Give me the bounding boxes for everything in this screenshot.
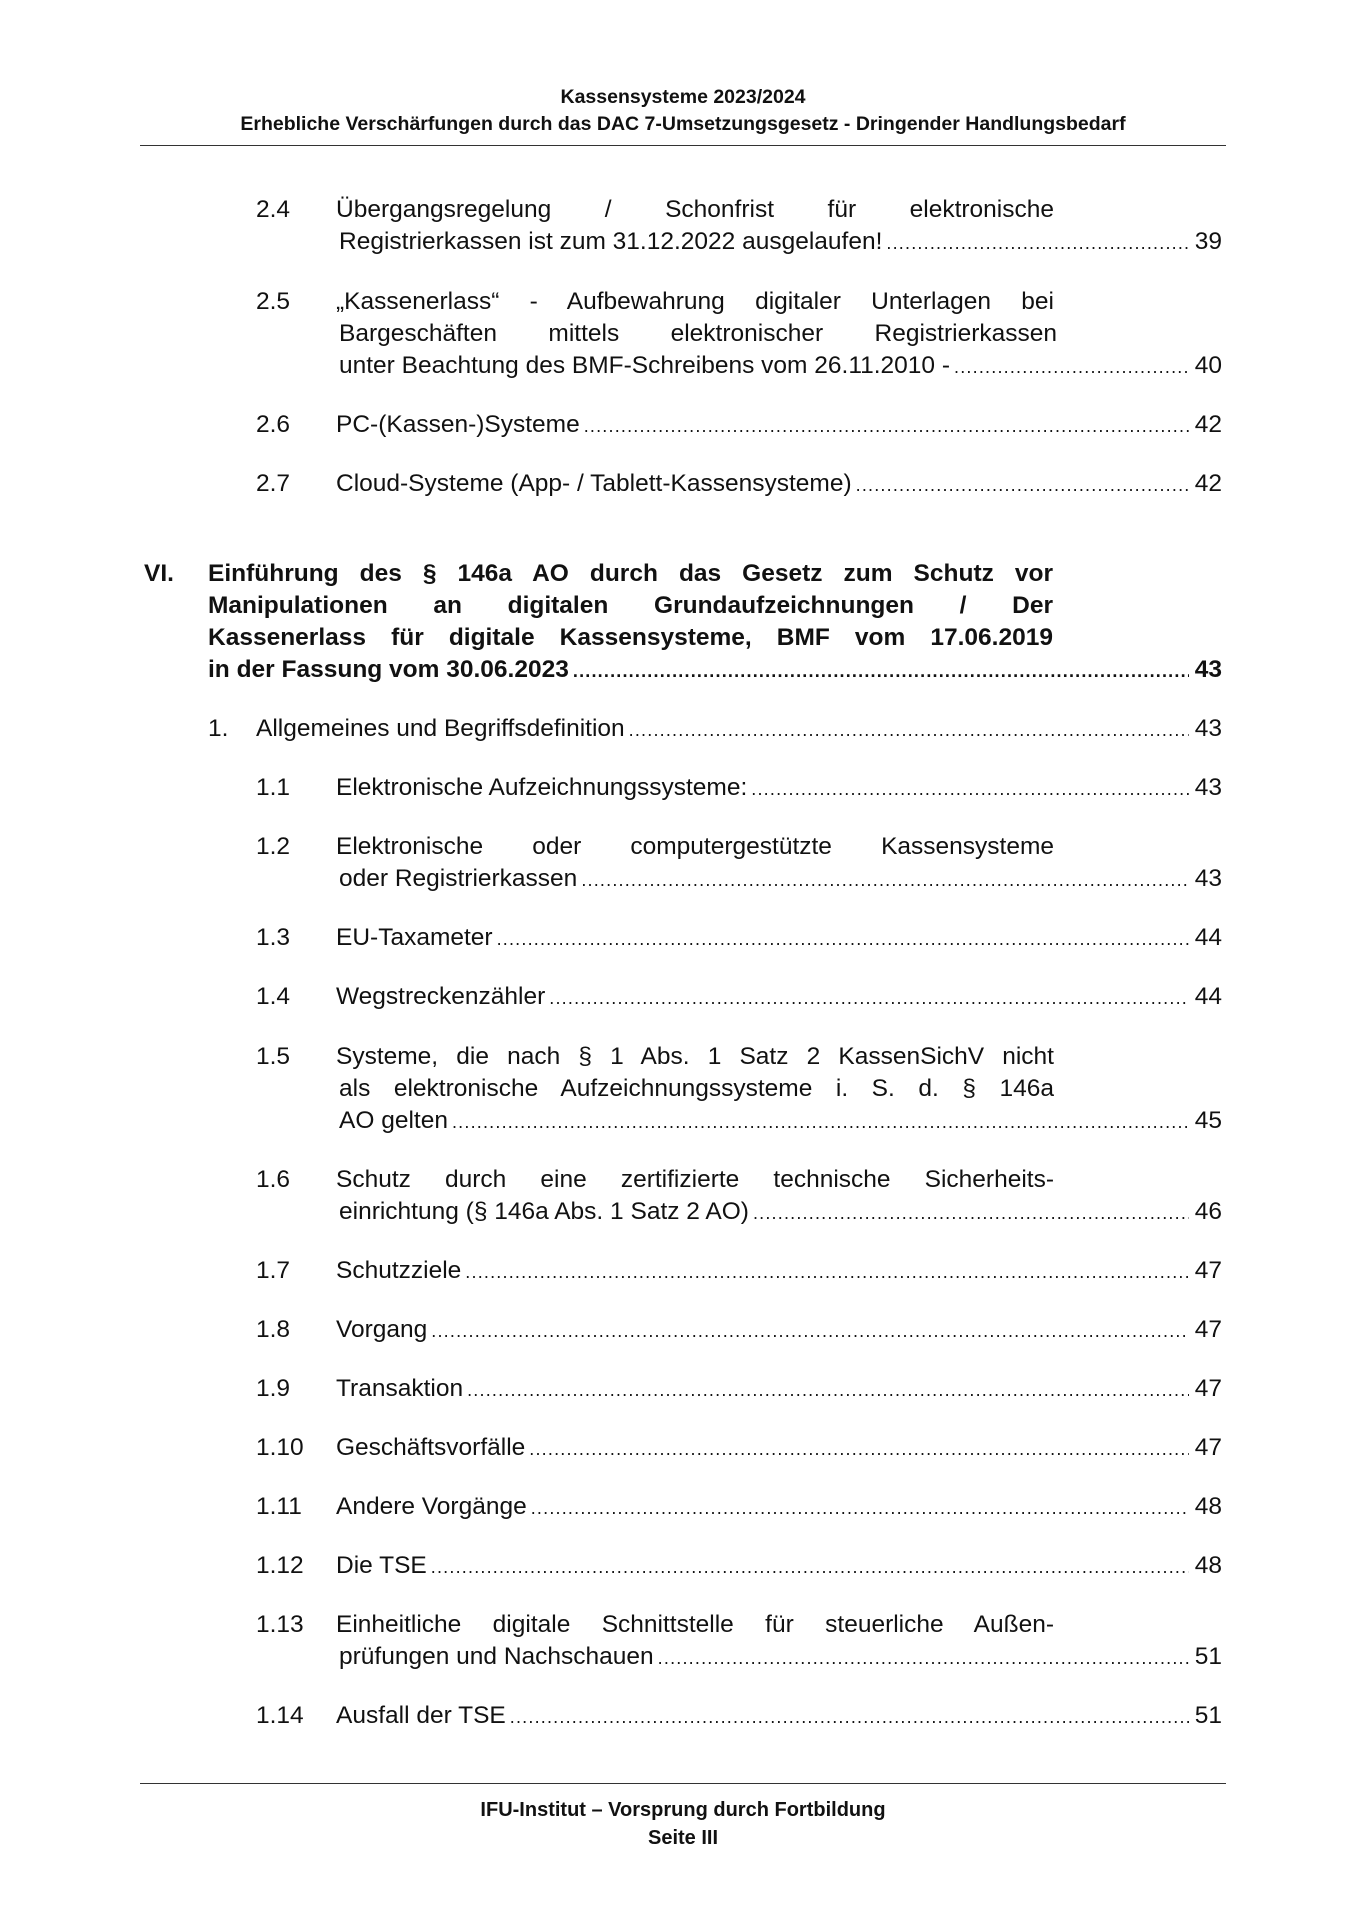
toc-title-line: Übergangsregelung / Schonfrist für elektronische [336, 196, 1054, 223]
toc-title-line: Einheitliche digitale Schnittstelle für steuerliche Außen- [336, 1611, 1054, 1638]
toc-page-number: 51 [1194, 1702, 1222, 1729]
toc-number: 1.13 [256, 1611, 304, 1638]
footer-page-label: Seite III [647, 1827, 719, 1849]
header-divider [140, 145, 1226, 146]
toc-title-line: in der Fassung vom 30.06.2023 [208, 656, 569, 683]
toc-title-line: Wegstreckenzähler [336, 983, 546, 1010]
toc-page-number: 43 [1194, 715, 1222, 742]
toc-title-line: PC-(Kassen-)Systeme [336, 411, 580, 438]
toc-title-line: „Kassenerlass“ - Aufbewahrung digitaler Unterlagen bei [336, 288, 1054, 315]
toc-title-line: oder Registrierkassen [339, 865, 578, 892]
toc-number: 2.5 [256, 288, 291, 315]
toc-title-line: prüfungen und Nachschauen [339, 1643, 654, 1670]
toc-number: VI. [144, 560, 174, 587]
toc-number: 1.6 [256, 1166, 291, 1193]
toc-title-line: Registrierkassen ist zum 31.12.2022 ausgelaufen! [339, 228, 883, 255]
toc-page-number: 48 [1194, 1493, 1222, 1520]
toc-title-line: AO gelten [339, 1107, 448, 1134]
toc-number: 1.3 [256, 924, 291, 951]
toc-title-line: unter Beachtung des BMF-Schreibens vom 26.11.2010 - [339, 352, 951, 379]
footer-institute: IFU-Institut – Vorsprung durch Fortbildung [480, 1799, 886, 1821]
toc-title-line: Die TSE [336, 1552, 427, 1579]
toc-title-line: Geschäftsvorfälle [336, 1434, 526, 1461]
toc-number: 1.5 [256, 1043, 291, 1070]
toc-leader-dots [629, 714, 1189, 746]
toc-page-number: 40 [1194, 352, 1222, 379]
toc-page-number: 42 [1194, 411, 1222, 438]
toc-title-line: Elektronische Aufzeichnungssysteme: [336, 774, 748, 801]
toc-title-line: als elektronische Aufzeichnungssysteme i. S. d. § 146a [339, 1075, 1054, 1102]
toc-page-number: 43 [1194, 656, 1222, 683]
toc-leader-dots [753, 1197, 1189, 1229]
toc-leader-dots [954, 351, 1189, 383]
toc-title-line: Kassenerlass für digitale Kassensysteme, BMF vom 17.06.2019 [208, 624, 1053, 651]
toc-leader-dots [584, 410, 1189, 442]
toc-number: 2.6 [256, 411, 291, 438]
toc-leader-dots [886, 227, 1188, 259]
toc-leader-dots [431, 1551, 1189, 1583]
toc-page-number: 47 [1194, 1316, 1222, 1343]
toc-title-line: Systeme, die nach § 1 Abs. 1 Satz 2 KassenSichV nicht [336, 1043, 1054, 1070]
toc-page-number: 43 [1194, 774, 1222, 801]
toc-title-line: Ausfall der TSE [336, 1702, 506, 1729]
toc-title-line: einrichtung (§ 146a Abs. 1 Satz 2 AO) [339, 1198, 749, 1225]
toc-page-number: 44 [1194, 983, 1222, 1010]
toc-title-line: Vorgang [336, 1316, 428, 1343]
toc-page-number: 47 [1194, 1257, 1222, 1284]
header-title: Kassensysteme 2023/2024 [560, 86, 806, 108]
toc-leader-dots [573, 655, 1189, 687]
toc-page-number: 42 [1194, 470, 1222, 497]
toc-number: 2.7 [256, 470, 291, 497]
toc-page-number: 45 [1194, 1107, 1222, 1134]
footer-divider [140, 1783, 1226, 1784]
toc-leader-dots [467, 1374, 1189, 1406]
toc-number: 1.11 [256, 1493, 302, 1520]
toc-title-line: Elektronische oder computergestützte Kassensysteme [336, 833, 1054, 860]
toc-leader-dots [549, 982, 1188, 1014]
page-footer [140, 1796, 1226, 1852]
header-subtitle: Erhebliche Verschärfungen durch das DAC 7-Umsetzungsgesetz - Dringender Handlungsbedarf [240, 113, 1126, 135]
toc-leader-dots [465, 1256, 1188, 1288]
toc-title-line: Bargeschäften mittels elektronischer Registrierkassen [339, 320, 1057, 347]
toc-number: 1.9 [256, 1375, 291, 1402]
toc-number: 1.12 [256, 1552, 304, 1579]
toc-title-line: Einführung des § 146a AO durch das Gesetz zum Schutz vor [208, 560, 1053, 587]
toc-page-number: 46 [1194, 1198, 1222, 1225]
toc-title-line: Allgemeines und Begriffsdefinition [256, 715, 625, 742]
toc-leader-dots [856, 469, 1189, 501]
toc-number: 1.8 [256, 1316, 291, 1343]
toc-leader-dots [531, 1492, 1189, 1524]
toc-leader-dots [431, 1315, 1188, 1347]
toc-title-line: Cloud-Systeme (App- / Tablett-Kassensysteme) [336, 470, 852, 497]
toc-page-number: 39 [1194, 228, 1222, 255]
toc-number: 1.2 [256, 833, 291, 860]
toc-title-line: Schutzziele [336, 1257, 462, 1284]
toc-page-number: 44 [1194, 924, 1222, 951]
toc-leader-dots [658, 1642, 1189, 1674]
page-header [140, 84, 1226, 138]
toc-number: 1.1 [256, 774, 291, 801]
toc-page-number: 48 [1194, 1552, 1222, 1579]
toc-title-line: EU-Taxameter [336, 924, 493, 951]
toc-page-number: 47 [1194, 1434, 1222, 1461]
toc-number: 1.10 [256, 1434, 304, 1461]
toc-page-number: 43 [1194, 865, 1222, 892]
toc-number: 1.4 [256, 983, 291, 1010]
toc-page-number: 51 [1194, 1643, 1222, 1670]
toc-title-line: Transaktion [336, 1375, 464, 1402]
toc-number: 1.7 [256, 1257, 291, 1284]
toc-number: 1.14 [256, 1702, 304, 1729]
toc-number: 2.4 [256, 196, 291, 223]
toc-title-line: Manipulationen an digitalen Grundaufzeichnungen / Der [208, 592, 1053, 619]
toc-leader-dots [581, 864, 1188, 896]
toc-page-number: 47 [1194, 1375, 1222, 1402]
toc-leader-dots [452, 1106, 1189, 1138]
toc-title-line: Andere Vorgänge [336, 1493, 527, 1520]
toc-leader-dots [510, 1701, 1189, 1733]
toc-leader-dots [497, 923, 1189, 955]
toc-leader-dots [529, 1433, 1188, 1465]
toc-leader-dots [751, 773, 1188, 805]
toc-title-line: Schutz durch eine zertifizierte technische Sicherheits- [336, 1166, 1054, 1193]
toc-number: 1. [208, 715, 229, 742]
